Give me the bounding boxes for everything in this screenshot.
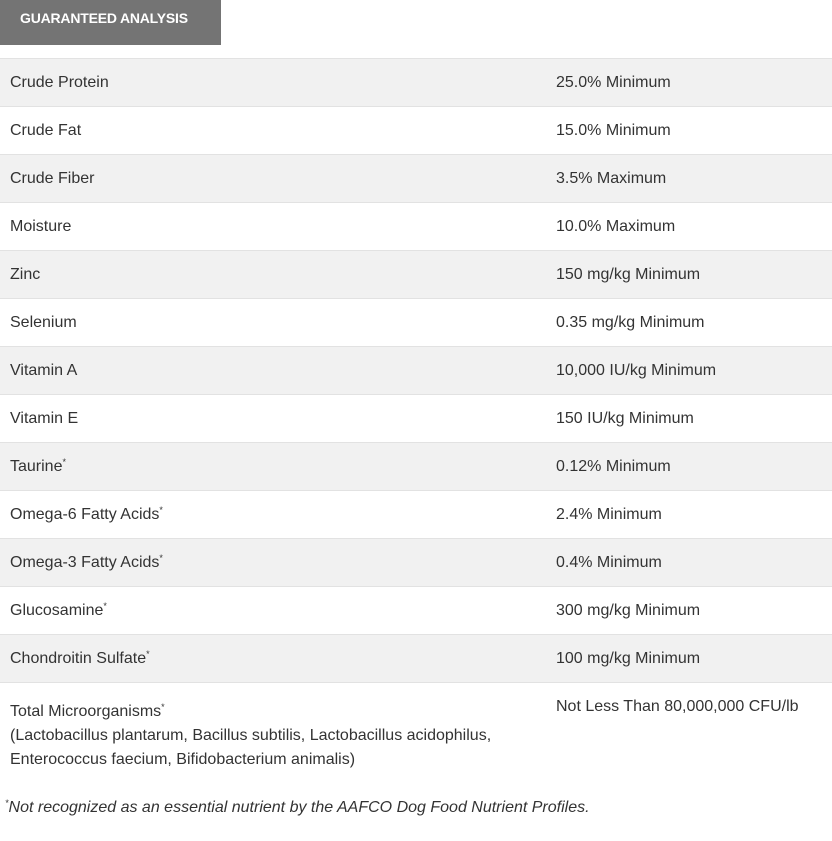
footnote-text: Not recognized as an essential nutrient by the AAFCO Dog Food Nutrient Profiles. [8, 799, 590, 816]
nutrient-name: Total Microorganisms [10, 703, 162, 720]
nutrient-name: Moisture [10, 217, 72, 235]
nutrient-value: 2.4% Minimum [546, 491, 832, 539]
nutrient-name: Crude Fiber [10, 169, 95, 187]
nutrient-name-cell [0, 491, 546, 539]
nutrient-name-cell [0, 587, 546, 635]
table-row [0, 155, 832, 203]
nutrient-value: 0.12% Minimum [546, 443, 832, 491]
asterisk-mark: * [146, 649, 150, 659]
nutrient-name-cell [0, 683, 546, 773]
table-row [0, 587, 832, 635]
nutrient-name: Chondroitin Sulfate [10, 650, 147, 667]
nutrient-value: 10.0% Maximum [546, 203, 832, 251]
table-row [0, 443, 832, 491]
nutrient-value: 15.0% Minimum [546, 107, 832, 155]
nutrient-value: 100 mg/kg Minimum [546, 635, 832, 683]
nutrient-name-cell [0, 155, 546, 203]
nutrient-value: 300 mg/kg Minimum [546, 587, 832, 635]
nutrient-value: 150 IU/kg Minimum [546, 395, 832, 443]
table-row [0, 59, 832, 107]
nutrient-name-cell [0, 59, 546, 107]
nutrient-value: 25.0% Minimum [546, 59, 832, 107]
table-row [0, 395, 832, 443]
nutrient-value: Not Less Than 80,000,000 CFU/lb [546, 683, 832, 773]
nutrient-name: Omega-3 Fatty Acids [10, 554, 160, 571]
table-row-total-microorganisms [0, 683, 832, 773]
nutrient-name: Crude Fat [10, 121, 82, 139]
tab-guaranteed-analysis[interactable]: GUARANTEED ANALYSIS [0, 0, 221, 45]
table-row [0, 635, 832, 683]
nutrient-name-cell [0, 347, 546, 395]
nutrient-value: 10,000 IU/kg Minimum [546, 347, 832, 395]
asterisk-mark: * [62, 457, 66, 467]
nutrient-name: Taurine [10, 458, 63, 475]
nutrient-name: Omega-6 Fatty Acids [10, 506, 160, 523]
footnote-mark: * [5, 798, 9, 808]
table-row [0, 299, 832, 347]
nutrient-name: Selenium [10, 313, 77, 331]
nutrient-name-cell [0, 395, 546, 443]
table-row [0, 491, 832, 539]
nutrient-name-cell [0, 443, 546, 491]
nutrient-value: 150 mg/kg Minimum [546, 251, 832, 299]
nutrient-name: Vitamin E [10, 409, 79, 427]
nutrient-name-cell [0, 635, 546, 683]
asterisk-mark: * [159, 505, 163, 515]
nutrient-detail-line-1: (Lactobacillus plantarum, Bacillus subtilis, Lactobacillus acidophilus, [10, 727, 492, 744]
table-row [0, 347, 832, 395]
nutrient-name-cell [0, 299, 546, 347]
nutrient-detail-line-2: Enterococcus faecium, Bifidobacterium animalis) [10, 751, 356, 768]
guaranteed-analysis-table [0, 58, 832, 772]
footnote [0, 772, 832, 817]
table-row [0, 251, 832, 299]
nutrient-value: 0.4% Minimum [546, 539, 832, 587]
table-row [0, 107, 832, 155]
nutrient-value: 3.5% Maximum [546, 155, 832, 203]
nutrient-name: Vitamin A [10, 361, 78, 379]
nutrient-name: Glucosamine [10, 602, 104, 619]
nutrient-value: 0.35 mg/kg Minimum [546, 299, 832, 347]
nutrient-name: Crude Protein [10, 73, 109, 91]
nutrient-name-cell [0, 203, 546, 251]
nutrient-name-cell [0, 251, 546, 299]
nutrient-name: Zinc [10, 265, 41, 283]
nutrient-name-cell [0, 539, 546, 587]
tab-bar [0, 0, 832, 58]
nutrient-name-cell [0, 107, 546, 155]
asterisk-mark: * [103, 601, 107, 611]
asterisk-mark: * [161, 702, 165, 712]
table-row [0, 539, 832, 587]
asterisk-mark: * [159, 553, 163, 563]
table-row [0, 203, 832, 251]
